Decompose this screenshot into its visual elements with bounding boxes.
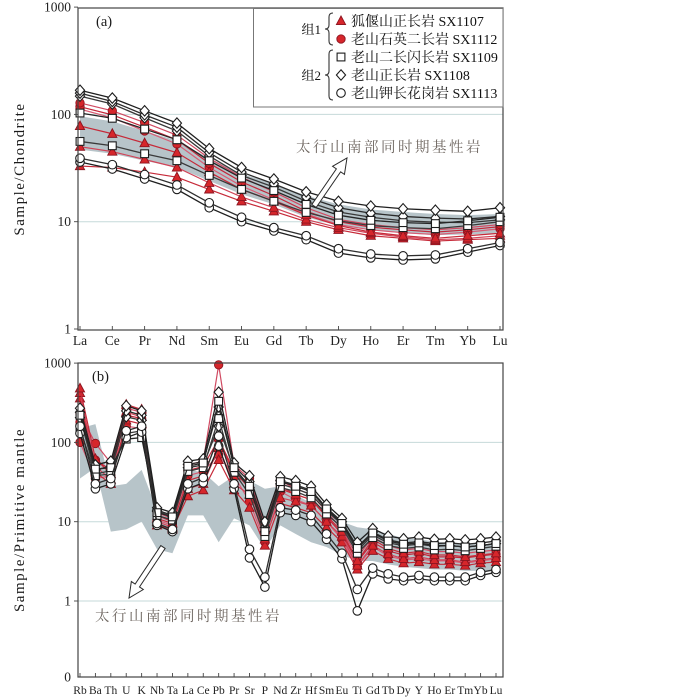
circle-marker-open [445, 573, 454, 582]
square-marker-open [369, 529, 377, 537]
x-tick-label: Pr [228, 685, 240, 697]
x-tick-label: Rb [73, 685, 87, 697]
x-tick-label: Ce [196, 685, 210, 697]
y-tick-label: 10 [57, 214, 71, 230]
circle-marker-open [270, 223, 279, 232]
square-marker-open [215, 397, 223, 405]
legend-row [336, 13, 483, 30]
circle-marker-open [199, 473, 208, 482]
x-tick-label: Ba [89, 685, 102, 697]
x-tick-label: Yb [473, 685, 488, 697]
diamond-marker-open [463, 206, 472, 216]
x-tick-label: Ce [104, 333, 120, 348]
panel-label: (a) [96, 14, 113, 30]
square-marker-open [108, 114, 116, 122]
circle-marker-open [302, 231, 311, 240]
circle-marker-open [261, 573, 270, 582]
x-tick-label: Sm [200, 333, 219, 348]
square-marker-open [205, 172, 213, 180]
x-tick-label: Nd [273, 685, 288, 697]
circle-marker-open [415, 571, 424, 580]
legend-label: 狐偃山正长岩 SX1107 [351, 15, 484, 30]
square-marker-open [261, 528, 269, 536]
series-markers-SX1112 [76, 361, 500, 561]
circle-marker-open [140, 170, 149, 179]
y-axis-title: Sample/Chondrite [12, 102, 28, 236]
circle-marker-open [137, 422, 146, 431]
square-marker-open [205, 157, 213, 165]
x-tick-label: Sm [318, 685, 335, 697]
circle-marker-open [205, 199, 214, 208]
square-marker-open [431, 220, 439, 228]
x-tick-label: Tm [426, 333, 445, 348]
circle-marker-open [261, 583, 270, 592]
square-marker-open [384, 537, 392, 545]
circle-marker-open [307, 511, 316, 520]
x-tick-label: Er [396, 333, 410, 348]
x-tick-label: Gd [265, 333, 283, 348]
x-tick-label: Gd [365, 685, 380, 697]
y-axis-title: Sample/Primitive mantle [12, 427, 28, 613]
circle-marker-filled [214, 361, 222, 369]
legend-row [337, 49, 498, 66]
legend-row [337, 85, 498, 102]
square-marker-open [399, 219, 407, 227]
circle-marker-open [368, 564, 377, 573]
square-marker-open [76, 138, 84, 146]
circle-marker-open [353, 585, 362, 594]
x-tick-label: K [137, 685, 146, 697]
square-marker-open [415, 539, 423, 547]
x-tick-label: Ho [362, 333, 380, 348]
x-tick-label: Nd [168, 333, 186, 348]
circle-marker-open [184, 480, 193, 489]
square-marker-open [230, 464, 238, 472]
y-tick-label: 10 [57, 514, 71, 530]
circle-marker-open [230, 480, 239, 489]
square-marker-open [108, 142, 116, 150]
x-tick-label: Eu [234, 333, 250, 348]
square-marker-open [302, 209, 310, 217]
x-tick-label: Dy [330, 333, 347, 348]
circle-marker-filled [337, 35, 345, 43]
square-marker-open [184, 462, 192, 470]
y-tick-label: 1000 [44, 355, 71, 371]
square-marker-open [335, 211, 343, 219]
annotation-arrow [129, 546, 165, 598]
circle-marker-open [168, 525, 177, 534]
x-tick-label: Sr [244, 685, 255, 697]
circle-marker-open [366, 250, 375, 259]
x-tick-label: Pr [138, 333, 151, 348]
square-marker-open [76, 411, 84, 419]
square-marker-open [141, 125, 149, 133]
legend-row [336, 67, 469, 84]
square-marker-open [302, 200, 310, 208]
legend-label: 老山石英二长岩 SX1112 [351, 33, 498, 48]
legend-group-label: 组1 [301, 22, 321, 37]
circle-marker-open [384, 570, 393, 579]
square-marker-open [276, 478, 284, 486]
x-tick-label: Eu [335, 685, 349, 697]
circle-marker-open [430, 573, 439, 582]
x-tick-label: Tm [457, 685, 474, 697]
circle-marker-open [322, 530, 331, 539]
annotation-text: 太行山南部同时期基性岩 [296, 140, 483, 156]
circle-marker-open [76, 422, 85, 431]
legend-label: 老山钾长花岗岩 SX1113 [351, 87, 498, 102]
x-tick-label: La [72, 333, 88, 348]
circle-marker-open [276, 503, 285, 512]
circle-marker-open [108, 160, 117, 169]
square-marker-open [367, 216, 375, 224]
x-tick-label: Pb [212, 685, 225, 697]
square-marker-open [173, 136, 181, 144]
legend-label: 老山二长闪长岩 SX1109 [351, 51, 498, 66]
x-tick-label: Ta [166, 685, 179, 697]
square-marker-open [430, 542, 438, 550]
x-tick-label: Er [444, 685, 456, 697]
legend-label: 老山正长岩 SX1108 [351, 69, 470, 84]
square-marker-open [446, 542, 454, 550]
x-tick-label: Dy [396, 685, 411, 697]
circle-marker-open [461, 573, 470, 582]
circle-marker-open [337, 89, 346, 98]
circle-marker-open [214, 432, 223, 441]
annotation-text: 太行山南部同时期基性岩 [95, 609, 282, 625]
circle-marker-open [338, 549, 347, 558]
x-tick-label: U [122, 685, 131, 697]
legend [254, 9, 504, 108]
square-marker-open [338, 520, 346, 528]
circle-marker-open [153, 519, 162, 528]
square-marker-open [353, 545, 361, 553]
circle-marker-open [476, 568, 485, 577]
y-tick-label: 1 [64, 321, 71, 337]
square-marker-open [400, 540, 408, 548]
circle-marker-open [91, 480, 100, 489]
circle-marker-open [291, 506, 300, 515]
x-tick-label: Ti [352, 685, 363, 697]
circle-marker-open [173, 181, 182, 190]
square-marker-open [270, 187, 278, 195]
square-marker-open [173, 157, 181, 165]
square-marker-open [477, 542, 485, 550]
square-marker-open [292, 482, 300, 490]
square-marker-open [246, 482, 254, 490]
square-marker-open [464, 217, 472, 225]
circle-marker-open [107, 474, 116, 483]
y-tick-label: 100 [50, 434, 71, 450]
square-marker-open [337, 53, 345, 61]
x-tick-label: P [261, 685, 269, 697]
circle-marker-open [492, 565, 501, 574]
x-tick-label: Nb [150, 685, 165, 697]
x-tick-label: Tb [298, 333, 314, 348]
x-tick-label: Lu [489, 685, 503, 697]
y-tick-label: 1000 [44, 0, 71, 15]
triangle-marker-filled [75, 383, 84, 392]
circle-marker-open [399, 252, 408, 261]
circle-marker-open [122, 427, 131, 436]
x-tick-label: Y [414, 685, 424, 697]
y-tick-label: 100 [50, 106, 71, 122]
square-marker-open [461, 543, 469, 551]
x-tick-label: Lu [492, 333, 508, 348]
square-marker-open [76, 109, 84, 117]
square-marker-open [141, 150, 149, 158]
legend-row [337, 31, 498, 48]
circle-marker-open [463, 244, 472, 253]
x-tick-label: Zr [290, 685, 302, 697]
square-marker-open [323, 505, 331, 513]
x-tick-label: Yb [459, 333, 476, 348]
x-tick-label: La [181, 685, 194, 697]
square-marker-open [238, 185, 246, 193]
square-marker-open [270, 197, 278, 205]
y-tick-label: 1 [64, 593, 71, 609]
y-tick-label: 0 [64, 669, 71, 685]
square-marker-open [199, 459, 207, 467]
circle-marker-open [334, 244, 343, 253]
legend-group-label: 组2 [301, 68, 321, 83]
circle-marker-open [431, 251, 440, 260]
circle-marker-open [76, 154, 85, 163]
circle-marker-open [245, 545, 254, 554]
square-marker-open [238, 174, 246, 182]
panel-label: (b) [92, 369, 109, 385]
circle-marker-open [353, 607, 362, 616]
circle-marker-open [399, 573, 408, 582]
square-marker-open [492, 540, 500, 548]
x-tick-label: Ho [427, 685, 442, 697]
circle-marker-open [237, 213, 246, 222]
x-tick-label: Tb [381, 685, 395, 697]
x-tick-label: Hf [305, 685, 318, 697]
x-tick-label: Th [104, 685, 118, 697]
panel-b [12, 356, 503, 697]
square-marker-open [307, 488, 315, 496]
